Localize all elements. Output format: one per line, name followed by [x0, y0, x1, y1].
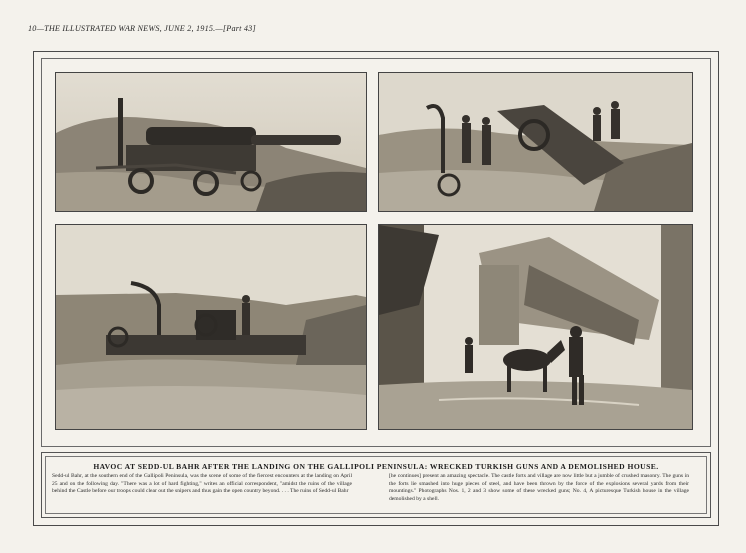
photo-2-image — [379, 73, 692, 211]
caption-title: HAVOC AT SEDD-UL BAHR AFTER THE LANDING ON THE GALLIPOLI PENINSULA: WRECKED TURKISH GUNS AND A DEMOLISHED HOUSE. — [93, 462, 659, 471]
photo-4-image — [379, 225, 692, 429]
photo-1-image — [56, 73, 366, 211]
caption-box — [41, 452, 711, 518]
photo-dismounted-gun-in-emplacement — [55, 224, 367, 430]
photo-overturned-gun-with-soldiers — [378, 72, 693, 212]
caption-right-column: [he continues] present an amazing spectacle. The castle forts and village are now little but a jumble of crushed masonry. The guns in the forts lie smashed into huge pieces of steel, and have been thrown by the force of the explosions several yards from their mountings." Photographs Nos. 1, 2 and 3 show some of these wrecked guns; No. 4, A picturesque Turkish house in the village demolished by a shell. — [389, 473, 689, 502]
photo-wrecked-gun-on-carriage — [55, 72, 367, 212]
photo-3-image — [56, 225, 366, 429]
caption-left-column: Sedd-ul Bahr, at the southern end of the Gallipoli Peninsula, was the scene of some of the fiercest encounters at the landing on April 25 and on the following day. "There was a lot of hard fighting," writes an official correspondent, "amidst the ruins of the village behind the Castle before our troops could clear out the snipers and thus gain the open country beyond. . . . The ruins of Sedd-ul Bahr — [52, 473, 352, 494]
photo-demolished-house-with-mule — [378, 224, 693, 430]
running-head: 10—THE ILLUSTRATED WAR NEWS, JUNE 2, 1915.—[Part 43] — [28, 24, 256, 33]
